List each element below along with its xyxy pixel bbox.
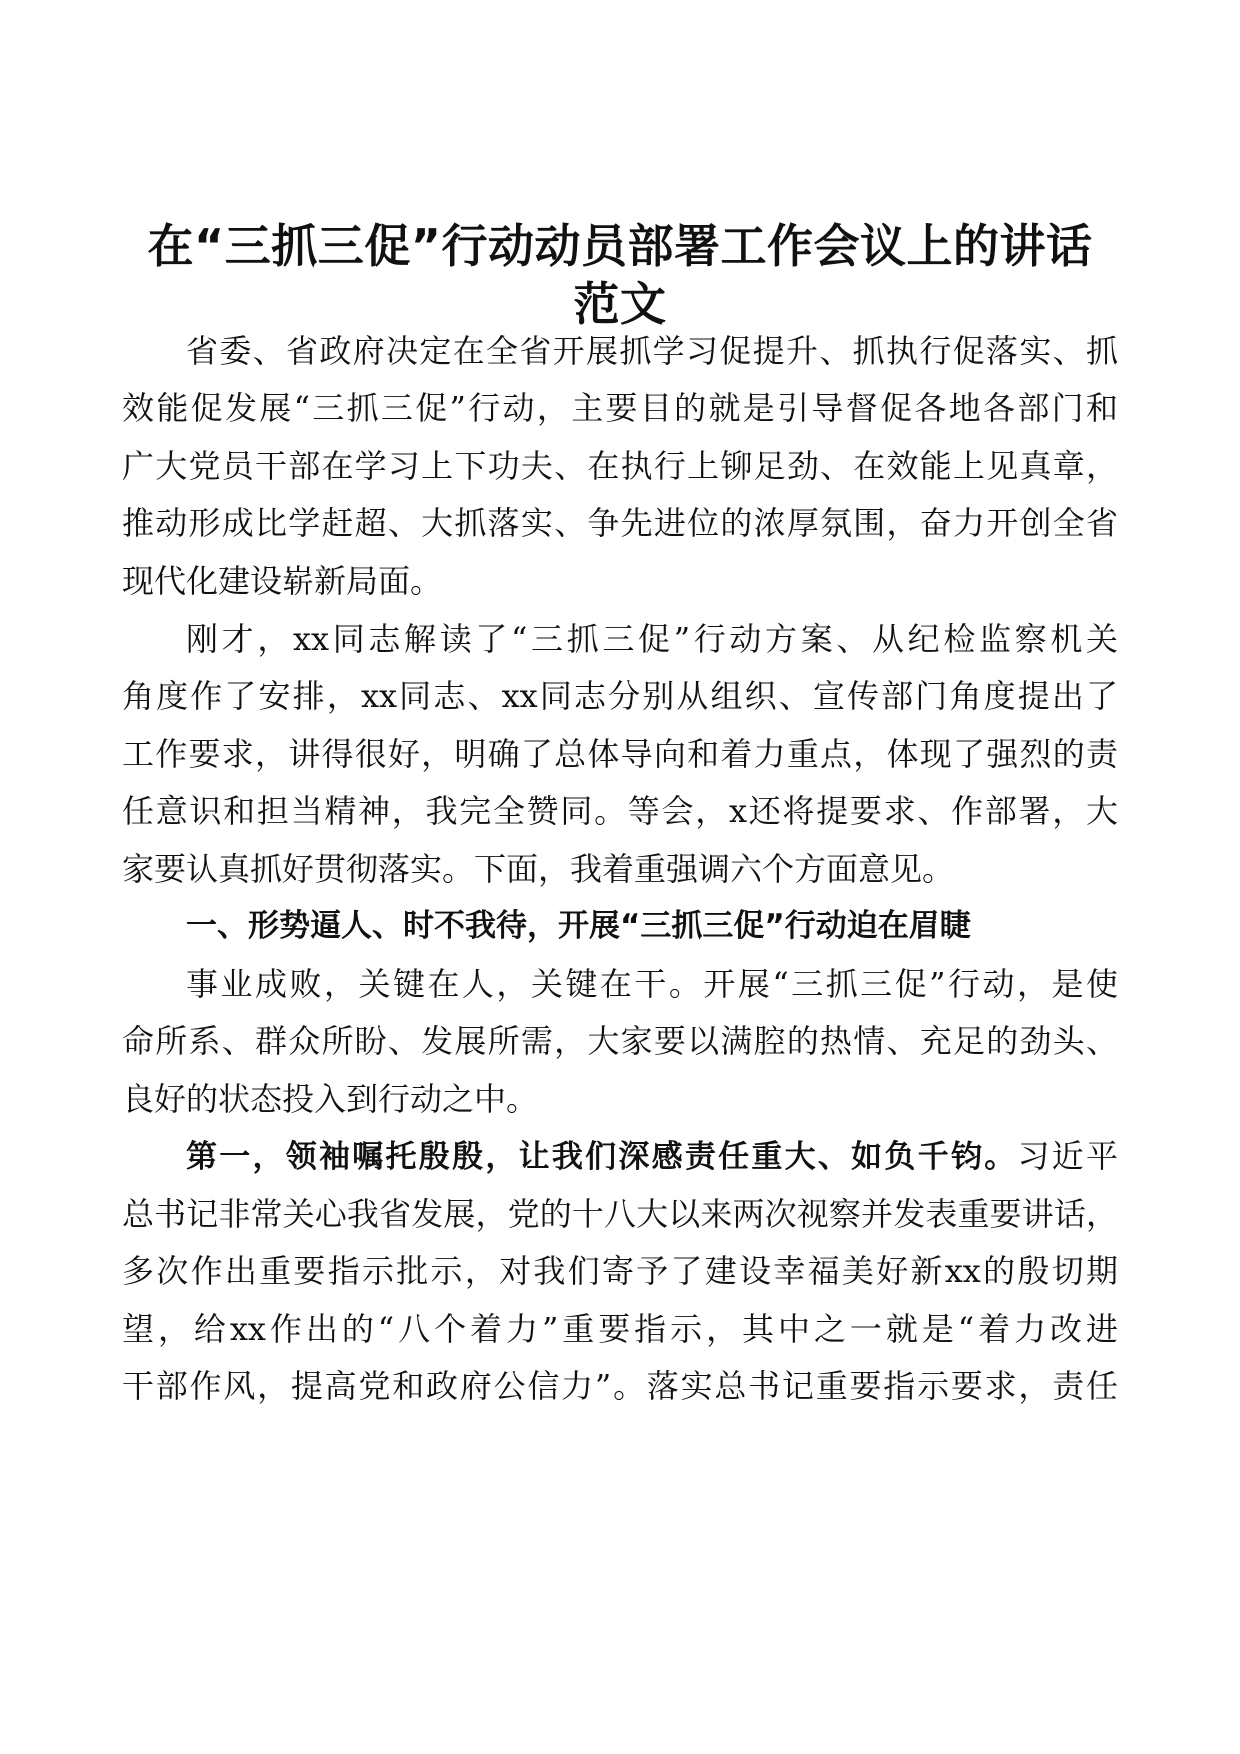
paragraph-4-line-1-rest: 习近平: [1017, 1137, 1118, 1175]
paragraph-4-line-2: 总书记非常关心我省发展，党的十八大以来两次视察并发表重要讲话，: [122, 1195, 1118, 1233]
paragraph-1-line-4: 推动形成比学赶超、大抓落实、争先进位的浓厚氛围，奋力开创全省: [122, 504, 1118, 542]
paragraph-1-line-1: 省委、省政府决定在全省开展抓学习促提升、抓执行促落实、抓: [186, 332, 1118, 370]
paragraph-2-line-5: 家要认真抓好贯彻落实。下面，我着重强调六个方面意见。: [122, 850, 955, 888]
paragraph-2-line-3: 工作要求，讲得很好，明确了总体导向和着力重点，体现了强烈的责: [122, 735, 1118, 773]
paragraph-1-line-5: 现代化建设崭新局面。: [122, 562, 443, 600]
section-heading-1: 一、形势逼人、时不我待，开展“三抓三促”行动迫在眉睫: [186, 908, 971, 944]
paragraph-3-line-2: 命所系、群众所盼、发展所需，大家要以满腔的热情、充足的劲头、: [122, 1022, 1118, 1060]
paragraph-4-line-1: [186, 1124, 1118, 1188]
paragraph-1-line-3: 广大党员干部在学习上下功夫、在执行上铆足劲、在效能上见真章，: [122, 447, 1118, 485]
paragraph-2-line-4: 任意识和担当精神，我完全赞同。等会，x还将提要求、作部署，大: [122, 792, 1118, 830]
bold-lead-sentence: 第一，领袖嘱托殷殷，让我们深感责任重大、如负千钧。: [186, 1139, 1018, 1175]
paragraph-3-line-3: 良好的状态投入到行动之中。: [122, 1080, 539, 1118]
document-title-line-1: 在“三抓三促”行动动员部署工作会议上的讲话: [147, 219, 1093, 273]
paragraph-1-line-2: 效能促发展“三抓三促”行动，主要目的就是引导督促各地各部门和: [122, 389, 1118, 427]
paragraph-4-line-3: 多次作出重要指示批示，对我们寄予了建设幸福美好新xx的殷切期: [122, 1252, 1118, 1290]
paragraph-4-line-4: 望，给xx作出的“八个着力”重要指示，其中之一就是“着力改进: [122, 1310, 1118, 1348]
paragraph-2-line-1: 刚才，xx同志解读了“三抓三促”行动方案、从纪检监察机关: [186, 620, 1118, 658]
paragraph-4-line-5: 干部作风，提高党和政府公信力”。落实总书记重要指示要求，责任: [122, 1367, 1118, 1405]
paragraph-2-line-2: 角度作了安排，xx同志、xx同志分别从组织、宣传部门角度提出了: [122, 677, 1118, 715]
paragraph-3-line-1: 事业成败，关键在人，关键在干。开展“三抓三促”行动，是使: [186, 965, 1118, 1003]
document-title-line-2: 范文: [573, 277, 667, 331]
